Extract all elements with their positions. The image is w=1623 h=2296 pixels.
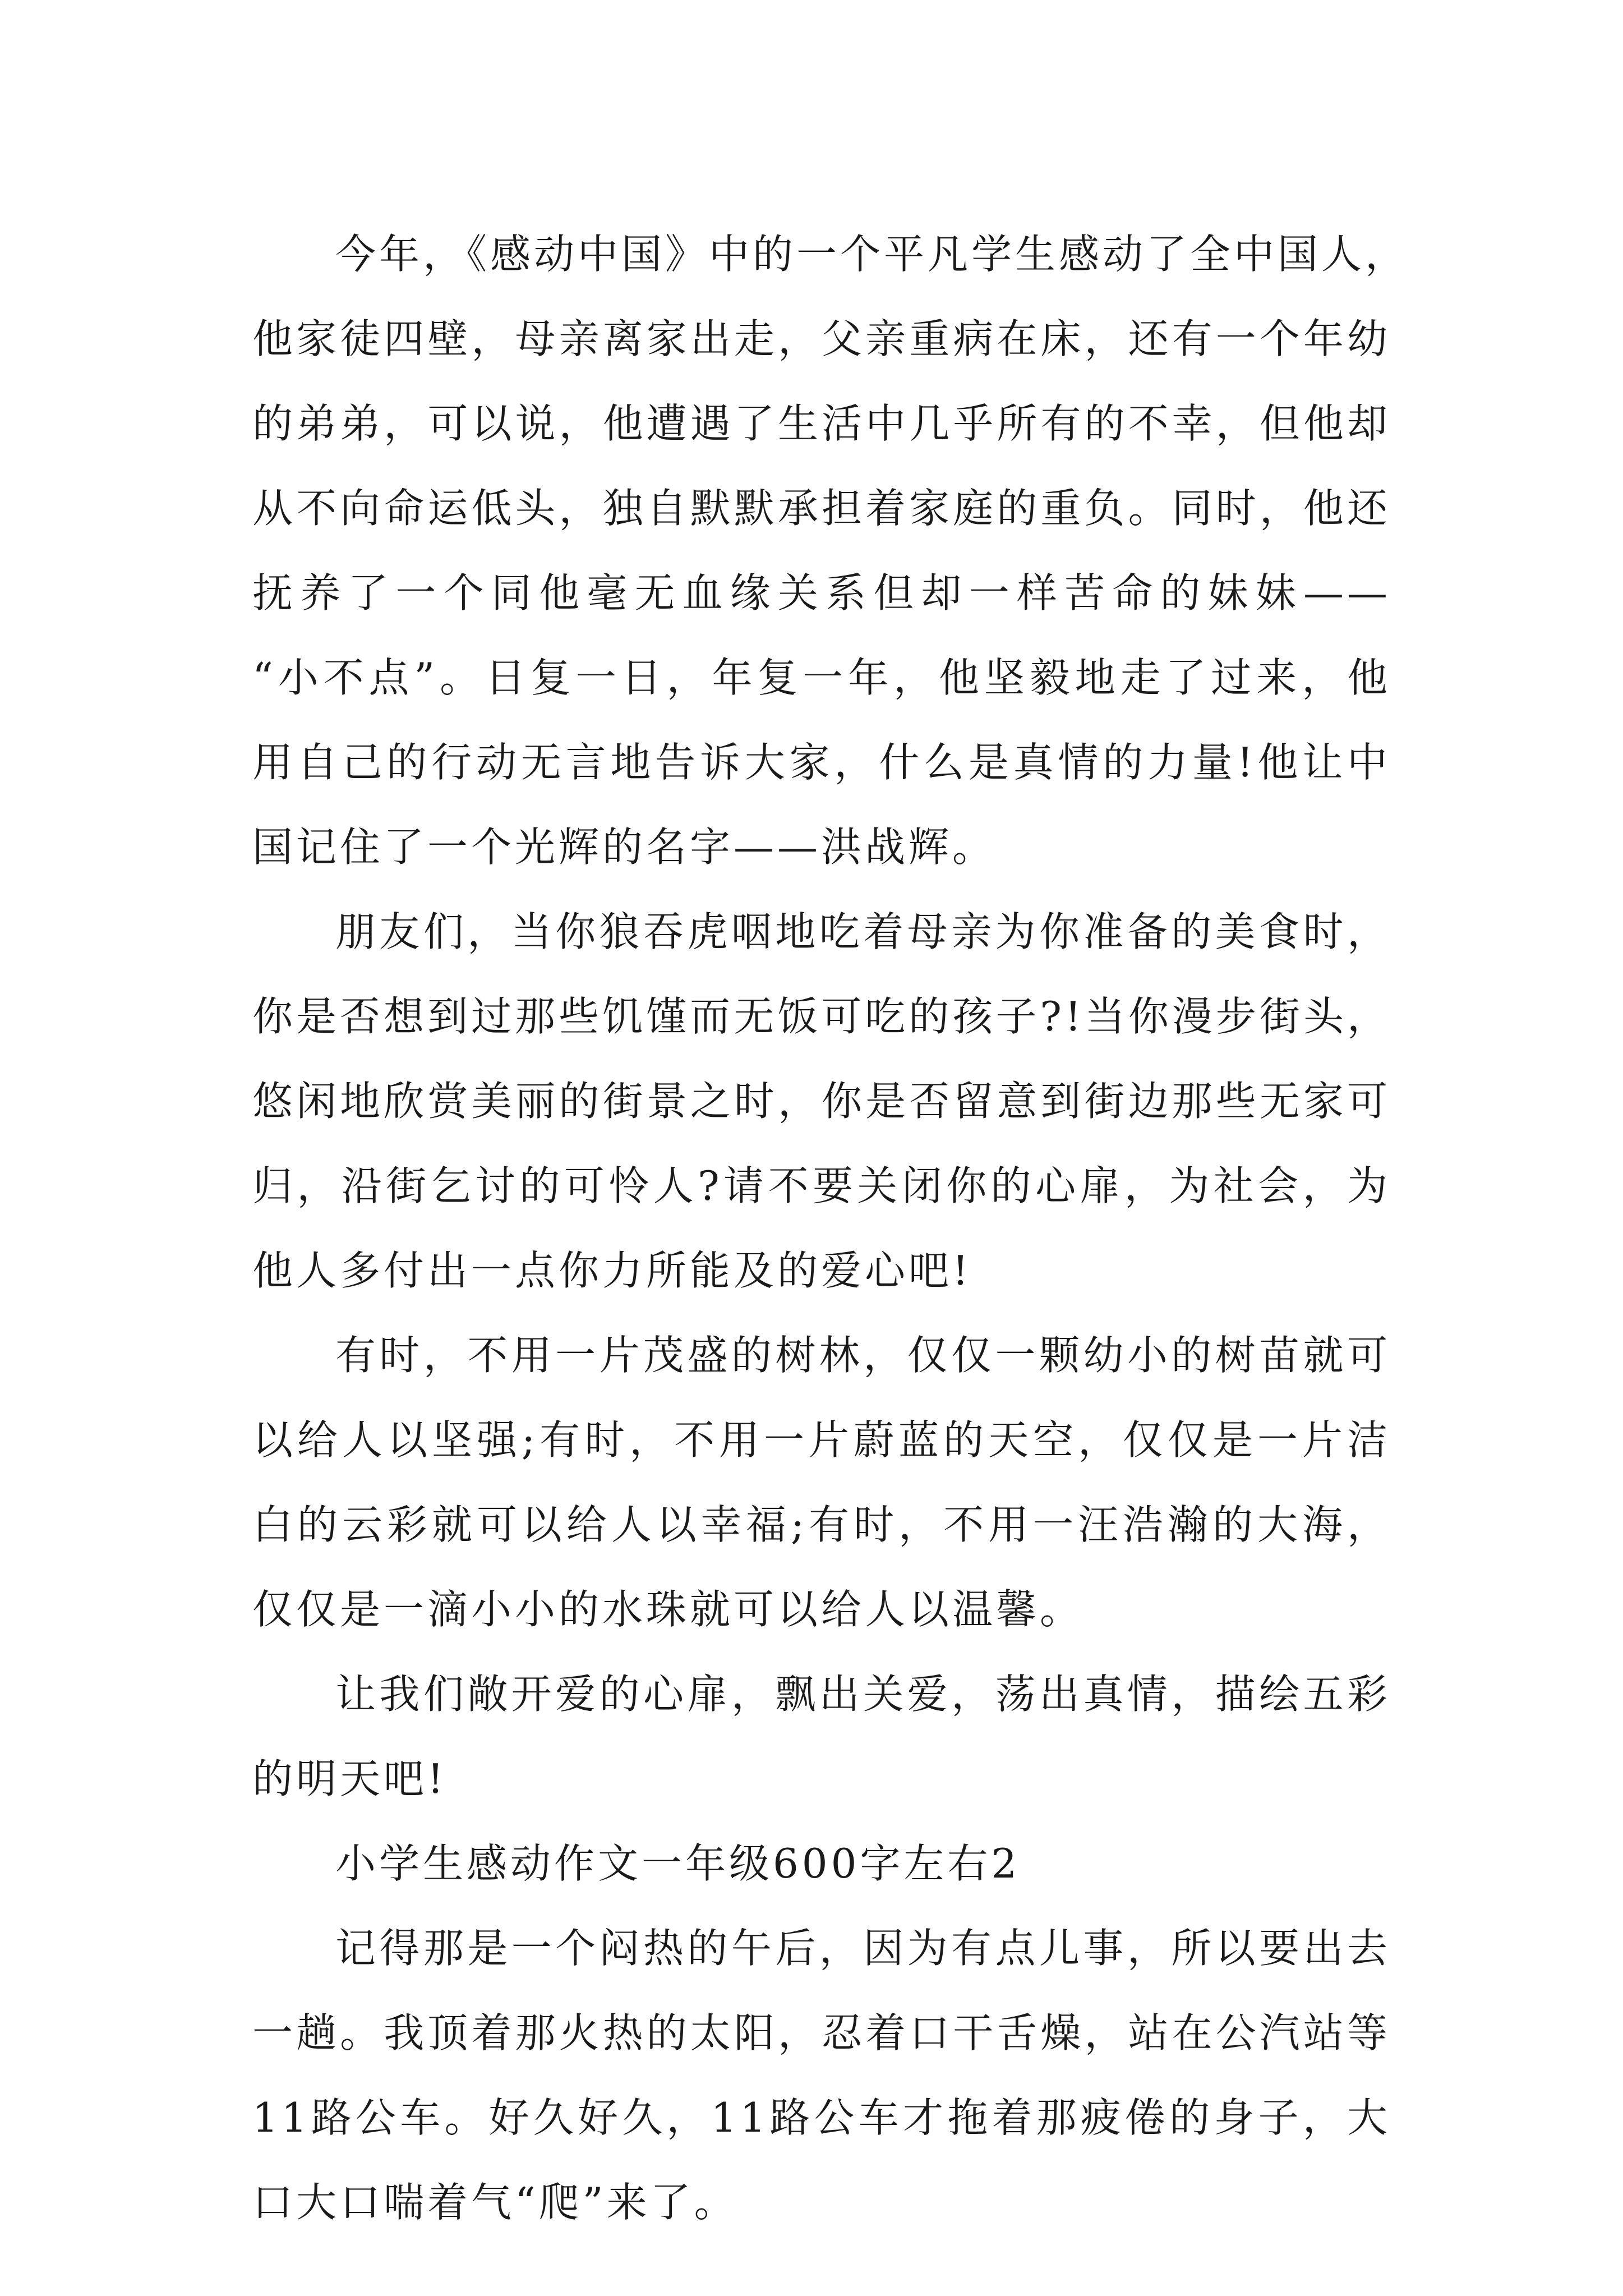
text-line: 抚养了一个同他毫无血缘关系但却一样苦命的妹妹—— <box>252 569 1391 616</box>
text-line: 从不向命运低头，独自默默承担着家庭的重负。同时，他还 <box>252 485 1391 532</box>
text-line: 今年，《感动中国》中的一个平凡学生感动了全中国人， <box>335 231 1409 278</box>
text-line: 有时，不用一片茂盛的树林，仅仅一颗幼小的树苗就可 <box>335 1332 1391 1379</box>
text-line: 他人多付出一点你力所能及的爱心吧! <box>252 1247 972 1294</box>
text-line: 用自己的行动无言地告诉大家，什么是真情的力量!他让中 <box>252 739 1391 786</box>
text-line: 他家徒四壁，母亲离家出走，父亲重病在床，还有一个年幼 <box>252 315 1391 362</box>
text-line: 一趟。我顶着那火热的太阳，忍着口干舌燥，站在公汽站等 <box>252 2009 1391 2056</box>
document-body <box>252 212 1409 2245</box>
heading-line: 小学生感动作文一年级600字左右2 <box>335 1840 1021 1887</box>
text-line: 你是否想到过那些饥馑而无饭可吃的孩子?!当你漫步街头， <box>252 993 1391 1040</box>
paragraph-1 <box>252 212 1409 890</box>
text-line: 记得那是一个闷热的午后，因为有点儿事，所以要出去 <box>335 1925 1391 1972</box>
text-line: 仅仅是一滴小小的水珠就可以给人以温馨。 <box>252 1586 1084 1633</box>
text-line: 悠闲地欣赏美丽的街景之时，你是否留意到街边那些无家可 <box>252 1078 1391 1125</box>
text-line: 11路公车。好久好久，11路公车才拖着那疲倦的身子，大 <box>252 2094 1391 2141</box>
text-line: 的明天吧! <box>252 1755 447 1802</box>
text-line: 白的云彩就可以给人以幸福;有时，不用一汪浩瀚的大海， <box>252 1501 1391 1548</box>
text-line: 国记住了一个光辉的名字——洪战辉。 <box>252 823 997 871</box>
text-line: 朋友们，当你狼吞虎咽地吃着母亲为你准备的美食时， <box>335 908 1391 955</box>
text-line: 以给人以坚强;有时，不用一片蔚蓝的天空，仅仅是一片洁 <box>252 1416 1391 1464</box>
text-line: 归，沿街乞讨的可怜人?请不要关闭你的心扉，为社会，为 <box>252 1162 1391 1209</box>
paragraph-2 <box>252 890 1391 1313</box>
text-line: 口大口喘着气“爬”来了。 <box>252 2179 738 2226</box>
paragraph-4 <box>252 1652 1391 1821</box>
text-line: 让我们敞开爱的心扉，飘出关爱，荡出真情，描绘五彩 <box>335 1671 1391 1718</box>
section-heading <box>252 1821 1391 1906</box>
paragraph-5 <box>252 1906 1391 2245</box>
paragraph-3 <box>252 1313 1391 1652</box>
text-line: 的弟弟，可以说，他遭遇了生活中几乎所有的不幸，但他却 <box>252 400 1391 447</box>
text-line: “小不点”。日复一日，年复一年，他坚毅地走了过来，他 <box>252 654 1391 701</box>
